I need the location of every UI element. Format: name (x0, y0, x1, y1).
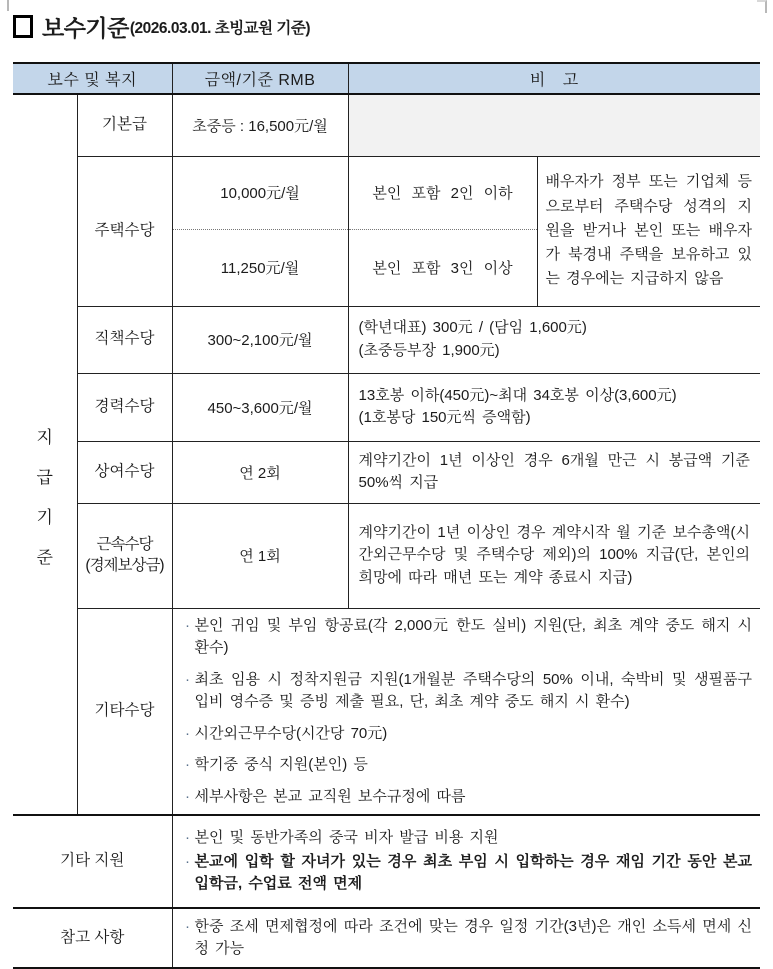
housing-tier1-amount: 10,000元/월 (172, 156, 348, 229)
position-allowance-remark: (학년대표) 300元 / (담임 1,600元) (초중등부장 1,900元) (348, 306, 760, 373)
basic-pay-row (13, 94, 760, 156)
bullet-text: 최초 임용 시 정착지원금 지원(1개월분 주택수당의 50% 이내, 숙박비 및 생필품구입비 영수증 및 증빙 제출 필요, 단, 최초 계약 중도 해지 시 환수) (194, 670, 753, 710)
title-suffix: (2026.03.01. 초빙교원 기준) (129, 19, 311, 37)
vertical-label-char: 준 (36, 547, 53, 567)
bullet-item (181, 827, 753, 850)
bullet-dot-icon: · (185, 787, 191, 805)
table-header-row (13, 63, 760, 94)
other-support-row (13, 815, 760, 908)
pay-group-label (35, 418, 55, 578)
bullet-text: 한중 조세 면제협정에 따라 조건에 맞는 경우 일정 기간(3년)은 개인 소득세 면세 신청 가능 (194, 917, 753, 957)
other-support-list (172, 815, 760, 908)
header-pay-welfare: 보수 및 복지 (13, 63, 172, 94)
position-allowance-row (13, 306, 760, 373)
basic-pay-remark-empty (348, 94, 760, 156)
vertical-label-char: 지 (36, 427, 53, 447)
square-bullet-icon (13, 15, 33, 38)
position-allowance-label: 직책수당 (77, 306, 172, 373)
career-allowance-row (13, 373, 760, 441)
housing-allowance-label: 주택수당 (77, 156, 172, 306)
career-allowance-label: 경력수당 (77, 373, 172, 441)
longevity-allowance-row (13, 503, 760, 608)
bullet-dot-icon: · (185, 616, 191, 634)
bullet-dot-icon: · (185, 917, 191, 935)
bullet-item (181, 916, 753, 961)
bullet-dot-icon: · (185, 670, 191, 688)
compensation-table (13, 62, 760, 969)
bullet-item (181, 723, 753, 746)
basic-pay-amount: 초중등 : 16,500元/월 (172, 94, 348, 156)
longevity-allowance-label: 근속수당 (경제보상금) (77, 503, 172, 608)
housing-tier2-condition: 본인 포함 3인 이상 (348, 229, 537, 306)
vertical-label-char: 급 (36, 467, 53, 487)
bullet-item (181, 669, 753, 714)
page-corner-mark-right (757, 0, 767, 13)
reference-row (13, 908, 760, 968)
other-allowance-row (13, 608, 760, 815)
other-allowance-list (172, 608, 760, 815)
bullet-text: 본교에 입학 할 자녀가 있는 경우 최초 부임 시 입학하는 경우 재임 기간 동안 본교 입학금, 수업료 전액 면제 (194, 852, 753, 893)
housing-tier2-amount: 11,250元/월 (172, 229, 348, 306)
longevity-allowance-amount: 연 1회 (172, 503, 348, 608)
bullet-item (181, 754, 753, 777)
housing-note: 배우자가 정부 또는 기업체 등으로부터 주택수당 성격의 지원을 받거나 본인 또는 배우자가 북경내 주택을 보유하고 있는 경우에는 지급하지 않음 (537, 156, 760, 306)
pay-group-label-cell (13, 94, 77, 815)
header-amount: 금액/기준 RMB (172, 63, 348, 94)
bullet-dot-icon: · (185, 724, 191, 742)
housing-allowance-row-1 (13, 156, 760, 229)
bonus-allowance-remark: 계약기간이 1년 이상인 경우 6개월 만근 시 봉급액 기준 50%씩 지급 (348, 441, 760, 503)
bullet-text: 본인 및 동반가족의 중국 비자 발급 비용 지원 (194, 829, 499, 847)
bullet-item (181, 615, 753, 660)
reference-label: 참고 사항 (13, 908, 172, 968)
reference-list (172, 908, 760, 968)
other-support-label: 기타 지원 (13, 815, 172, 908)
bullet-item (181, 851, 753, 896)
bonus-allowance-amount: 연 2회 (172, 441, 348, 503)
bullet-text: 본인 귀임 및 부임 항공료(각 2,000元 한도 실비) 지원(단, 최초 계약 중도 해지 시 환수) (194, 616, 753, 656)
bullet-dot-icon: · (185, 756, 191, 773)
bullet-text: 시간외근무수당(시간당 70元) (194, 724, 388, 742)
title-text: 보수기준 (42, 15, 129, 41)
bullet-text: 학기중 중식 지원(본인) 등 (194, 756, 368, 773)
career-allowance-remark: 13호봉 이하(450元)~최대 34호봉 이상(3,600元) (1호봉당 150元씩 증액함) (348, 373, 760, 441)
bonus-allowance-row (13, 441, 760, 503)
bullet-text: 세부사항은 본교 교직원 보수규정에 따름 (194, 787, 466, 805)
other-allowance-label: 기타수당 (77, 608, 172, 815)
bonus-allowance-label: 상여수당 (77, 441, 172, 503)
housing-tier1-condition: 본인 포함 2인 이하 (348, 156, 537, 229)
page-title (13, 10, 310, 43)
header-remark: 비 고 (348, 63, 760, 94)
basic-pay-label: 기본급 (77, 94, 172, 156)
position-allowance-amount: 300~2,100元/월 (172, 306, 348, 373)
vertical-label-char: 기 (36, 507, 53, 527)
bullet-item (181, 786, 753, 809)
career-allowance-amount: 450~3,600元/월 (172, 373, 348, 441)
longevity-allowance-remark: 계약기간이 1년 이상인 경우 계약시작 월 기준 보수총액(시간외근무수당 및 주택수당 제외)의 100% 지급(단, 본인의 희망에 따라 매년 또는 계약 종료시 지급) (348, 503, 760, 608)
bullet-dot-icon: · (185, 852, 191, 870)
bullet-dot-icon: · (185, 829, 191, 847)
